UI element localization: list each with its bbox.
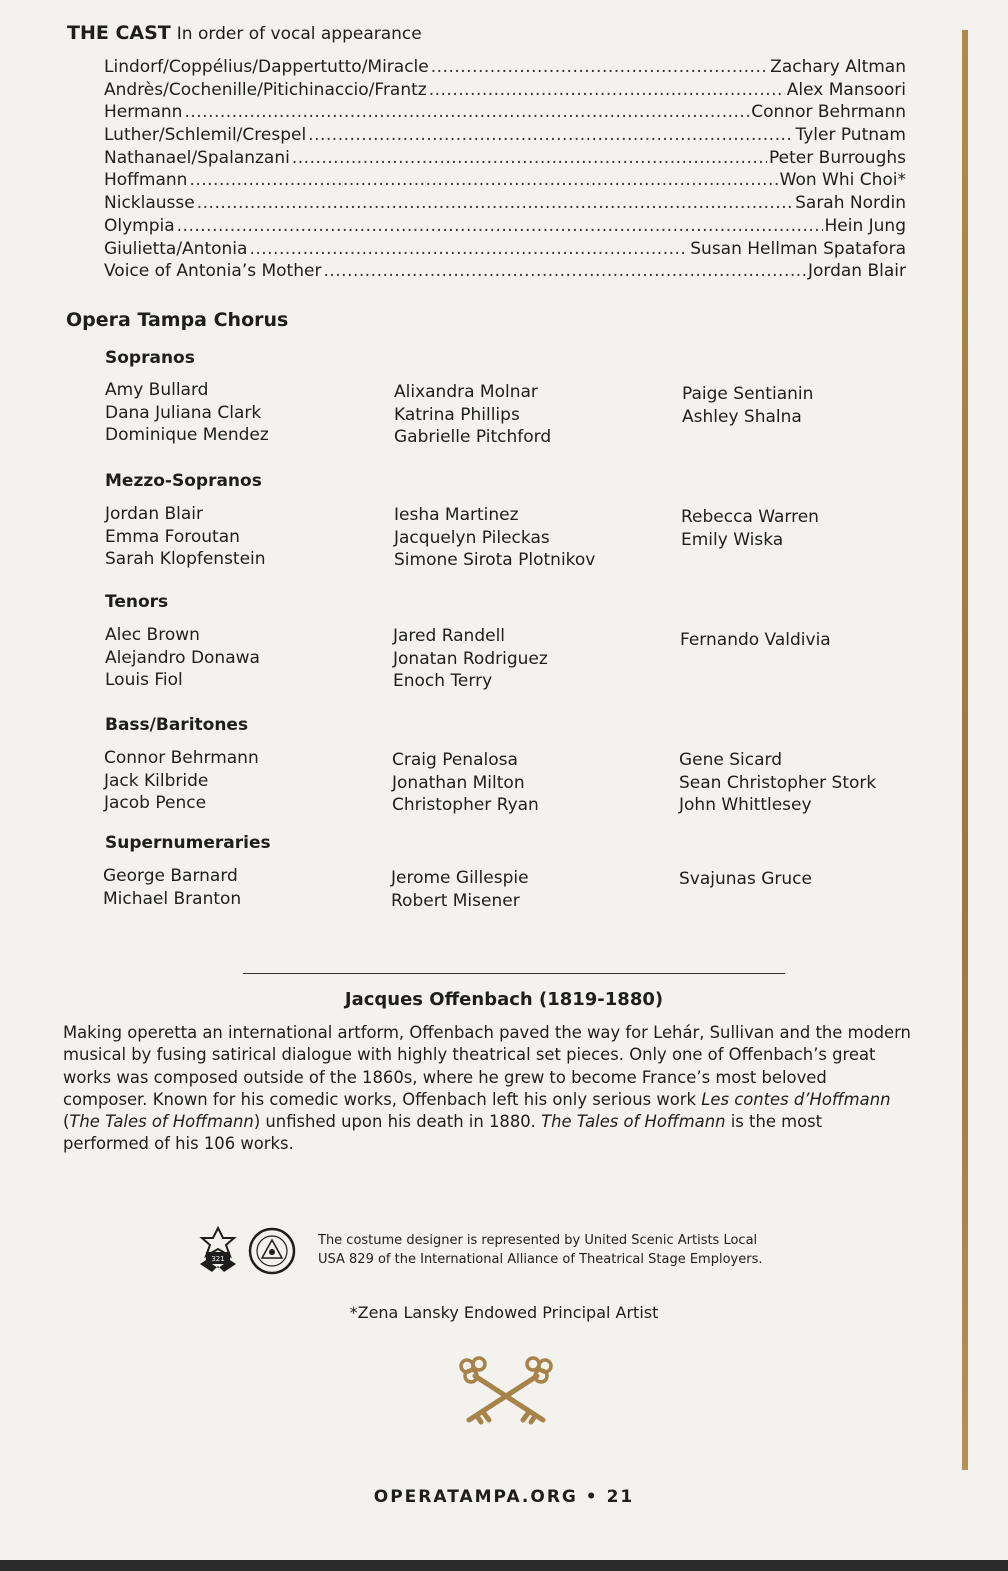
section-divider: [243, 973, 785, 974]
leader-dots: [323, 261, 806, 281]
leader-dots: [249, 239, 688, 259]
section-heading-mezzo-sopranos: Mezzo-Sopranos: [105, 471, 262, 491]
chorus-member: Iesha Martinez: [394, 505, 519, 525]
cast-name: Susan Hellman Spatafora: [690, 238, 906, 259]
cast-row: [104, 102, 906, 125]
footnote: *Zena Lansky Endowed Principal Artist: [349, 1303, 659, 1322]
bio-work-title: The Tales of Hoffmann: [69, 1112, 254, 1132]
bio-text-part: (: [63, 1112, 70, 1132]
sopranos-column-3: [682, 383, 813, 428]
cast-name: Sarah Nordin: [795, 193, 906, 214]
chorus-member: Alixandra Molnar: [394, 382, 538, 402]
chorus-member: Jonatan Rodriguez: [393, 648, 548, 669]
bass-column-1: [104, 747, 259, 815]
section-heading-sopranos: Sopranos: [105, 348, 195, 368]
union-logos-icon: [196, 1226, 298, 1276]
chorus-member: Gabrielle Pitchford: [394, 427, 552, 447]
bio-text-part: ) unfished upon his death in 1880.: [253, 1112, 542, 1132]
chorus-member: Jack Kilbride: [104, 770, 209, 791]
union-line: The costume designer is represented by United Scenic Artists Local: [318, 1233, 758, 1248]
usa-829-seal-icon: [250, 1229, 294, 1273]
chorus-member: Jared Randell: [393, 626, 506, 646]
crossed-keys-icon: [455, 1356, 557, 1428]
chorus-member: Rebecca Warren: [681, 507, 819, 527]
chorus-member: Jordan Blair: [105, 504, 204, 524]
chorus-member: Emma Foroutan: [105, 526, 240, 547]
cast-row: [104, 193, 906, 216]
bio-text-part: is the most performed of his 106 works.: [63, 1112, 823, 1154]
cast-role: Voice of Antonia’s Mother: [104, 261, 322, 282]
chorus-member: Jerome Gillespie: [391, 868, 529, 888]
cast-row: [104, 148, 906, 171]
cast-list: [104, 57, 906, 284]
section-heading-supernumeraries: Supernumeraries: [105, 833, 271, 853]
cast-row: [104, 170, 906, 193]
cast-row: [104, 261, 906, 284]
page-footer: OPERATAMPA.ORG • 21: [373, 1487, 635, 1507]
chorus-member: Jonathan Milton: [392, 772, 525, 793]
supers-column-2: [391, 867, 529, 912]
bio-work-title: Les contes d’Hoffmann: [701, 1089, 891, 1109]
cast-heading: [67, 22, 422, 44]
chorus-title: Opera Tampa Chorus: [66, 309, 289, 331]
supers-column-3: [679, 868, 812, 891]
cast-row: [104, 239, 906, 262]
chorus-member: Christopher Ryan: [392, 795, 539, 815]
iatse-logo-number: 321: [211, 1255, 225, 1263]
bio-text-part: Making operetta an international artform, Offenbach paved the way for Lehár, Sullivan and the modern musical by fusing satirical dialogue with highly theatrical set pieces. Only one of Offenbach’s great works was composed outside of the 1860s, where he grew to become France’s most beloved composer. Known for his comedic works, Offenbach left his only serious work: [63, 1023, 911, 1109]
cast-row: [104, 125, 906, 148]
leader-dots: [189, 170, 777, 190]
tenors-column-2: [393, 625, 548, 693]
section-heading-tenors: Tenors: [105, 592, 169, 612]
bass-column-2: [392, 749, 539, 817]
chorus-member: Enoch Terry: [393, 671, 493, 691]
cast-name: Tyler Putnam: [795, 125, 906, 146]
chorus-member: Louis Fiol: [105, 670, 183, 690]
cast-role: Giulietta/Antonia: [104, 238, 248, 259]
section-heading-bass-baritones: Bass/Baritones: [105, 715, 249, 735]
tenors-column-1: [105, 624, 260, 692]
bass-column-3: [679, 749, 876, 817]
cast-role: Andrès/Cochenille/Pitichinaccio/Frantz: [104, 79, 427, 100]
cast-role: Lindorf/Coppélius/Dappertutto/Miracle: [104, 57, 429, 77]
chorus-member: Svajunas Gruce: [679, 869, 812, 889]
bio-title: Jacques Offenbach (1819-1880): [344, 989, 664, 1010]
chorus-member: Sarah Klopfenstein: [105, 549, 266, 569]
chorus-member: Jacob Pence: [104, 793, 207, 813]
scan-bottom-edge: [0, 1560, 1008, 1571]
leader-dots: [177, 216, 823, 236]
cast-name: Won Whi Choi*: [779, 170, 906, 191]
chorus-member: Dana Juliana Clark: [105, 402, 262, 423]
chorus-member: Craig Penalosa: [392, 750, 518, 770]
cast-role: Hoffmann: [104, 170, 188, 191]
chorus-member: Robert Misener: [391, 890, 520, 911]
sopranos-column-1: [105, 379, 269, 447]
leader-dots: [308, 125, 793, 145]
cast-name: Hein Jung: [824, 215, 906, 236]
leader-dots: [431, 57, 768, 77]
chorus-member: Gene Sicard: [679, 750, 783, 770]
union-statement: [318, 1232, 762, 1269]
chorus-member: Fernando Valdivia: [680, 630, 831, 650]
leader-dots: [292, 148, 767, 168]
cast-role: Olympia: [104, 215, 175, 236]
chorus-member: George Barnard: [103, 866, 238, 886]
chorus-member: Alec Brown: [105, 625, 200, 645]
cast-title: THE CAST: [67, 22, 171, 44]
leader-dots: [429, 80, 785, 100]
chorus-member: Ashley Shalna: [682, 406, 802, 427]
cast-row: [104, 57, 906, 80]
bio-work-title: The Tales of Hoffmann: [541, 1112, 726, 1132]
chorus-member: Michael Branton: [103, 888, 242, 909]
mezzo-column-2: [394, 504, 595, 572]
cast-role: Nathanael/Spalanzani: [104, 147, 290, 168]
cast-name: Connor Behrmann: [751, 102, 906, 123]
cast-name: Peter Burroughs: [769, 147, 906, 168]
mezzo-column-3: [681, 506, 819, 551]
chorus-member: Connor Behrmann: [104, 748, 259, 768]
chorus-member: Jacquelyn Pileckas: [394, 527, 550, 548]
chorus-member: Paige Sentianin: [682, 384, 814, 404]
cast-role: Luther/Schlemil/Crespel: [104, 125, 307, 146]
mezzo-column-1: [105, 503, 266, 571]
bio-paragraph: [63, 1022, 911, 1156]
chorus-member: John Whittlesey: [679, 795, 812, 815]
chorus-member: Dominique Mendez: [105, 425, 269, 445]
iatse-logo-icon: [200, 1228, 236, 1272]
leader-dots: [197, 193, 793, 213]
cast-subtitle: In order of vocal appearance: [176, 24, 422, 44]
cast-role: Hermann: [104, 102, 183, 123]
chorus-member: Katrina Phillips: [394, 404, 520, 425]
chorus-member: Sean Christopher Stork: [679, 772, 877, 793]
chorus-member: Amy Bullard: [105, 380, 209, 400]
cast-name: Alex Mansoori: [786, 79, 906, 100]
supers-column-1: [103, 865, 241, 910]
cast-row: [104, 216, 906, 239]
cast-row: [104, 80, 906, 103]
tenors-column-3: [680, 629, 831, 652]
cast-role: Nicklausse: [104, 193, 195, 214]
chorus-member: Emily Wiska: [681, 529, 784, 550]
chorus-member: Alejandro Donawa: [105, 647, 260, 668]
cast-name: Zachary Altman: [770, 57, 906, 77]
sopranos-column-2: [394, 381, 551, 449]
union-line: USA 829 of the International Alliance of Theatrical Stage Employers.: [318, 1251, 763, 1267]
chorus-member: Simone Sirota Plotnikov: [394, 550, 596, 570]
cast-name: Jordan Blair: [807, 261, 906, 282]
gold-edge-rule: [962, 30, 968, 1470]
leader-dots: [184, 102, 749, 122]
